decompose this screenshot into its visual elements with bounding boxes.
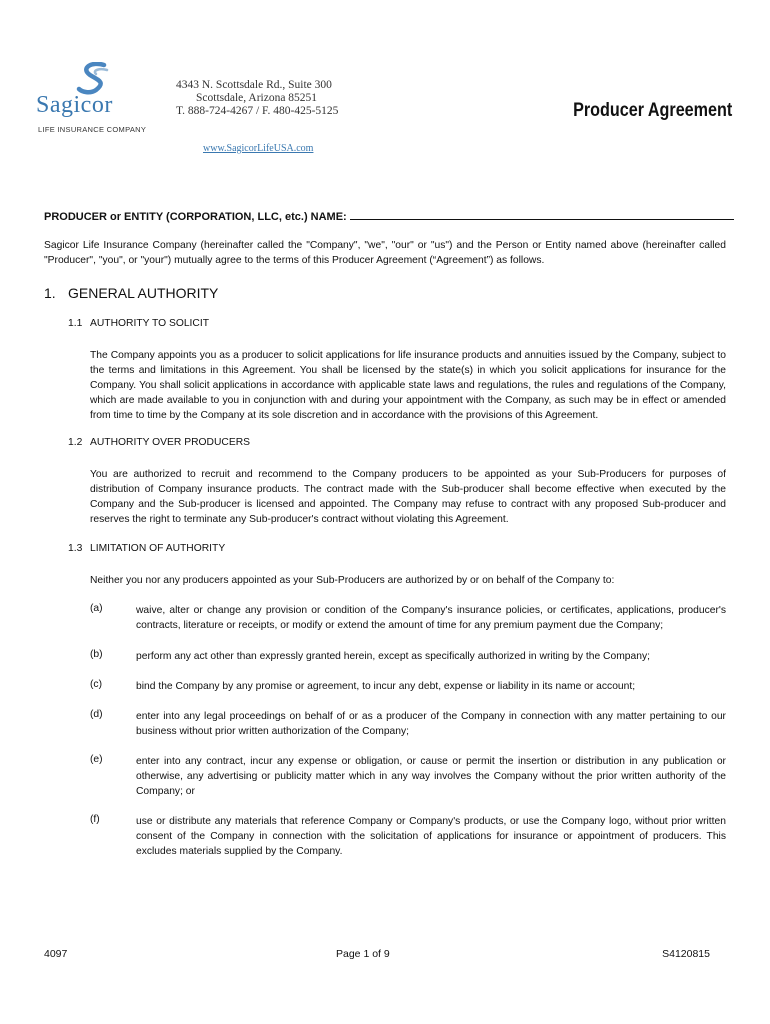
- producer-name-label: PRODUCER or ENTITY (CORPORATION, LLC, etc.) NAME:: [44, 211, 347, 223]
- subsection-body: Neither you nor any producers appointed as your Sub-Producers are authorized by or on behalf of the Company to:: [90, 575, 615, 586]
- list-item-text: bind the Company by any promise or agreement, to incur any debt, expense or liability in its name or account;: [136, 681, 636, 692]
- section-number: 1.: [44, 285, 56, 301]
- logo-wordmark: Sagicor: [36, 92, 113, 118]
- subsection-title: AUTHORITY OVER PRODUCERS: [90, 437, 251, 448]
- subsection-body: The Company appoints you as a producer to solicit applications for life insurance products and annuities issued by the Company, subject to the terms and limitations in this Agreement. You shall be licensed by the state(s) in which you solicit applications for insurance for the Company. You shall solicit applications in accordance with applicable state laws and regulations, the rules and regulations of the Company, which are made available to you in conjunction with and during your appointment with the Company, as such may be in effect or amended from time to time by the Company at its sole discretion and in accordance with the provisions of this Agreement.: [90, 350, 726, 421]
- subsection-number: 1.1: [68, 318, 83, 329]
- producer-name-field: [44, 209, 734, 223]
- subsection-number: 1.3: [68, 543, 83, 554]
- list-item-text: enter into any contract, incur any expense or obligation, or cause or permit the insertion or distribution in any publication or otherwise, any advertising or publicity matter which in any way involves the Company without the prior written authority of the Company; or: [136, 756, 726, 797]
- subsection-heading: [68, 437, 250, 448]
- list-item-text: enter into any legal proceedings on behalf of or as a producer of the Company in connection with any matter pertaining to our business without prior written authorization of the Company;: [136, 711, 726, 737]
- address-line: T. 888-724-4267 / F. 480-425-5125: [176, 105, 339, 117]
- intro-paragraph: Sagicor Life Insurance Company (hereinafter called the "Company", "we", "our" or "us") and the Person or Entity named above (hereinafter called "Producer", "you", or "your") mutually agree to the terms of this Producer Agreement (“Agreement”) as follows.: [44, 240, 726, 266]
- sagicor-logo-icon: [76, 62, 114, 96]
- logo-subtitle: LIFE INSURANCE COMPANY: [38, 125, 147, 134]
- address-line: Scottsdale, Arizona 85251: [196, 92, 318, 104]
- form-number: 4097: [44, 948, 68, 960]
- document-title: Producer Agreement: [572, 100, 732, 121]
- list-item-letter: (e): [90, 754, 103, 765]
- company-address: [176, 79, 338, 118]
- list-item-letter: (f): [90, 814, 100, 825]
- section-title: GENERAL AUTHORITY: [68, 285, 219, 301]
- list-item-letter: (b): [90, 649, 103, 660]
- subsection-number: 1.2: [68, 437, 83, 448]
- document-code: S4120815: [662, 948, 710, 960]
- list-item-letter: (a): [90, 603, 103, 614]
- list-item-letter: (c): [90, 679, 103, 690]
- list-item-text: waive, alter or change any provision or condition of the Company's insurance policies, or certificates, applications, producer's contracts, literature or receipts, or modify or extend the amount of time for any premium payment due the Company;: [136, 605, 726, 631]
- subsection-heading: [68, 318, 209, 329]
- list-item-letter: (d): [90, 709, 103, 720]
- subsection-body: You are authorized to recruit and recommend to the Company producers to be appointed as your Sub-Producers for purposes of distribution of Company insurance products. The contract made with the Sub-producer shall become effective when executed by the Company and the Sub-producer is licensed and appointed. The Company may refuse to contract with any proposed Sub-producer and reserves the right to terminate any Sub-producer's contract without violating this Agreement.: [90, 469, 726, 525]
- subsection-title: LIMITATION OF AUTHORITY: [90, 543, 226, 554]
- address-line: 4343 N. Scottsdale Rd., Suite 300: [176, 79, 332, 91]
- list-item-text: perform any act other than expressly granted herein, except as specifically authorized in writing by the Company;: [136, 651, 650, 662]
- subsection-title: AUTHORITY TO SOLICIT: [90, 318, 210, 329]
- page-number: Page 1 of 9: [336, 948, 390, 960]
- section-heading: [44, 285, 218, 301]
- producer-name-blank[interactable]: [350, 209, 734, 220]
- subsection-heading: [68, 543, 225, 554]
- list-item-text: use or distribute any materials that reference Company or Company's products, or use the Company logo, without prior written consent of the Company in connection with the solicitation of applications for insurance or appointment of producers. This excludes materials supplied by the Company.: [136, 816, 726, 857]
- website-link[interactable]: www.SagicorLifeUSA.com: [203, 143, 314, 154]
